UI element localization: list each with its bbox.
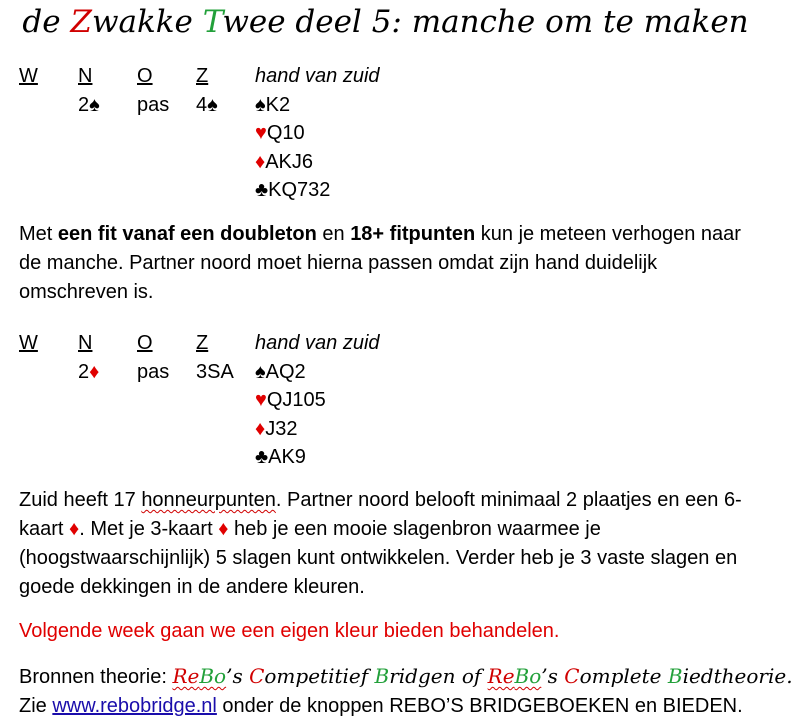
text: onder de knoppen REBO’S BRIDGEBOEKEN en BIEDEN. [216, 695, 743, 717]
header-north: N [78, 332, 93, 354]
bid-level: 2 [78, 360, 90, 383]
auction-header-row [19, 62, 759, 91]
text: C [249, 664, 265, 688]
hand-diamonds [255, 415, 297, 444]
text: Zuid heeft 17 [19, 489, 142, 511]
text: ’s [541, 664, 565, 688]
bid-north: 2♠ [78, 93, 100, 116]
hand-clubs [255, 176, 330, 205]
diamond-icon: ♦ [89, 360, 100, 383]
header-east: O [137, 332, 153, 354]
hand-row [19, 176, 759, 205]
text: Bo [199, 664, 227, 688]
title-letter-z: Z [70, 4, 92, 40]
club-icon: ♣ [255, 179, 269, 201]
header-west: W [19, 332, 38, 354]
text: ridgen of [389, 664, 488, 688]
text: . Met je 3-kaart [79, 518, 219, 540]
cards-diamonds: J32 [265, 417, 298, 440]
hand-label: hand van zuid [255, 65, 380, 87]
hand-clubs [255, 443, 306, 472]
header-west: W [19, 65, 38, 87]
hand-row [19, 148, 759, 177]
text: Re [172, 664, 200, 688]
bold-text: 18+ fitpunten [350, 223, 476, 245]
paragraph-fit [19, 220, 759, 307]
hand-label: hand van zuid [255, 332, 380, 354]
diamond-icon: ♦ [69, 518, 80, 540]
hand-row [19, 415, 759, 444]
diamond-icon: ♦ [218, 518, 229, 540]
title-part: wakke [91, 4, 203, 40]
cards-clubs: KQ732 [268, 179, 331, 201]
text: C [564, 664, 580, 688]
bold-text: een fit vanaf een doubleton [57, 223, 317, 245]
sources-line-1 [19, 662, 793, 692]
auction-diagram-1 [19, 62, 759, 205]
sources-line-2 [19, 692, 759, 721]
hand-row [19, 386, 759, 415]
header-south: Z [196, 65, 209, 87]
text: iedtheorie. [682, 664, 793, 688]
cards-hearts: Q10 [266, 122, 305, 144]
text: . Partner noord belooft minimaal 2 plaatjes en een 6-kaart [19, 489, 742, 540]
text: B [374, 664, 390, 688]
spade-icon: ♠ [255, 360, 266, 383]
cards-spades: AQ2 [265, 360, 306, 383]
text: kun je meteen verhogen naar de manche. Partner noord moet hierna passen omdat zijn hand duidelijk omschreven is. [19, 223, 741, 303]
cards-hearts: QJ105 [266, 389, 326, 411]
text: en [316, 223, 351, 245]
bid-east: pas [137, 360, 170, 383]
heart-icon: ♥ [255, 122, 267, 144]
diamond-icon: ♦ [255, 150, 266, 173]
cards-clubs: AK9 [268, 446, 306, 468]
sources-block [19, 662, 793, 721]
diamond-icon: ♦ [255, 417, 266, 440]
club-icon: ♣ [255, 446, 269, 468]
rebobridge-link[interactable]: www.rebobridge.nl [52, 695, 217, 717]
page-title [0, 0, 771, 44]
auction-header-row [19, 329, 759, 358]
sources-label: Bronnen theorie: [19, 666, 173, 688]
bid-east: pas [137, 93, 170, 116]
hand-spades [255, 358, 306, 387]
bid-south: 3SA [196, 360, 234, 383]
text: ’s [226, 664, 250, 688]
text: omplete [579, 664, 668, 688]
auction-bid-row [19, 91, 759, 120]
header-north: N [78, 65, 93, 87]
bid-north [78, 358, 99, 387]
next-week-announcement: Volgende week gaan we een eigen kleur bieden behandelen. [19, 620, 560, 642]
cards-diamonds: AKJ6 [265, 150, 314, 173]
paragraph-analysis [19, 486, 759, 602]
spade-icon: ♠ [255, 93, 266, 116]
text: Zie [19, 695, 53, 717]
hand-row [19, 119, 759, 148]
title-letter-t: T [202, 4, 223, 40]
header-east: O [137, 65, 153, 87]
book-title-2 [488, 664, 793, 688]
text: heb je een mooie slagenbron waarmee je (hoogstwaarschijnlijk) 5 slagen kunt ontwikkelen. Verder heb je 3 vaste slagen en goede dekkingen in de andere kleuren. [19, 518, 738, 598]
text: Re [487, 664, 515, 688]
hand-row [19, 443, 759, 472]
title-part: wee deel 5: manche om te maken [222, 4, 749, 40]
hand-diamonds [255, 148, 313, 177]
book-title-1 [172, 664, 487, 688]
auction-bid-row [19, 358, 759, 387]
hand-hearts [255, 119, 305, 148]
text: Bo [514, 664, 542, 688]
text: ompetitief [264, 664, 375, 688]
hand-hearts [255, 386, 326, 415]
hand-spades [255, 91, 290, 120]
bid-south: 4♠ [196, 93, 218, 116]
header-south: Z [196, 332, 209, 354]
title-part: de [22, 4, 71, 40]
cards-spades: K2 [265, 93, 291, 116]
text: Met [19, 223, 58, 245]
auction-diagram-2 [19, 329, 759, 472]
heart-icon: ♥ [255, 389, 267, 411]
spellcheck-word: honneurpunten [141, 489, 276, 511]
text: B [667, 664, 683, 688]
